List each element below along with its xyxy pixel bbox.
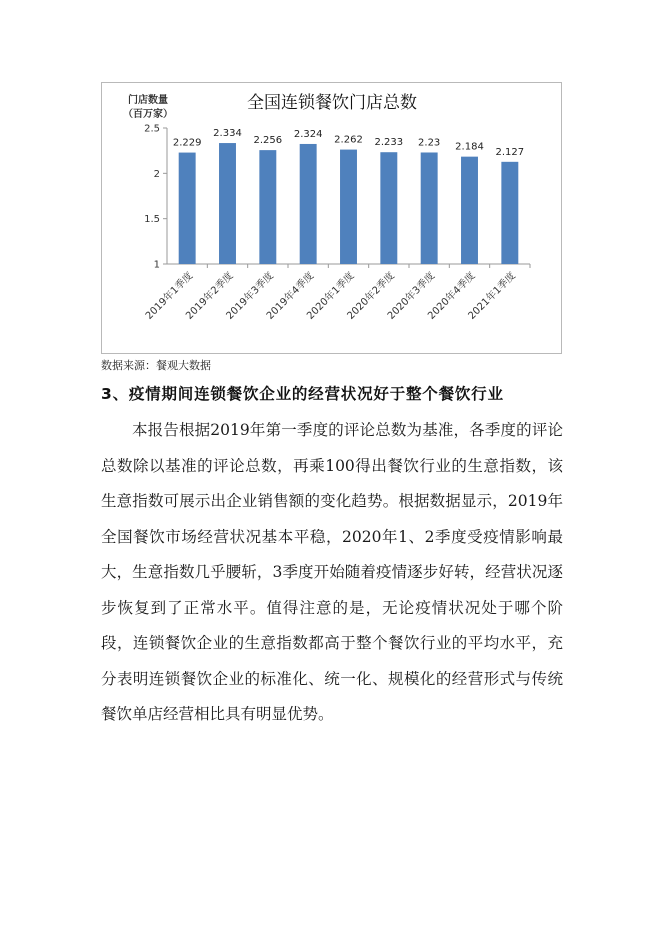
bar-value-label: 2.334 <box>213 128 242 140</box>
bar-value-label: 2.229 <box>172 137 202 149</box>
chart-title: 全国连锁餐饮门店总数 <box>247 93 417 113</box>
paragraph-text: 本报告根据2019年第一季度的评论总数为基准，各季度的评论总数除以基准的评论总数，再乘100得出餐饮行业的生意指数，该生意指数可展示出企业销售额的变化趋势。根据数据显示，2019年全国餐饮市场经营状况基本平稳，2020年1、2季度受疫情影响最大，生意指数几乎腰斩，3季度开始随着疫情逐步好转，经营状况逐步恢复到了正常水平。值得注意的是，无论疫情状况处于哪个阶段，连锁餐饮企业的生意指数都高于整个餐饮行业的平均水平，充分表明连锁餐饮企业的标准化、统一化、规模化的经营形式与传统餐饮单店经营相比具有明显优势。 <box>101 421 563 723</box>
y-tick-label: 1 <box>153 259 160 271</box>
x-category-label: 2021年1季度 <box>466 270 518 322</box>
x-category-label: 2019年1季度 <box>143 270 196 322</box>
body-paragraph <box>101 413 563 733</box>
x-category-label: 2020年4季度 <box>426 270 478 322</box>
bar-value-label: 2.127 <box>495 146 525 158</box>
chart-container <box>101 82 562 354</box>
y-tick-label: 2.5 <box>144 123 160 135</box>
x-category-label: 2019年4季度 <box>264 270 317 322</box>
bar <box>300 144 317 264</box>
bar <box>421 152 438 264</box>
x-category-label: 2019年2季度 <box>184 270 236 322</box>
bar-chart <box>102 83 561 353</box>
bar-value-label: 2.324 <box>293 128 323 140</box>
bar-value-label: 2.262 <box>334 134 363 146</box>
section-heading: 3、疫情期间连锁餐饮企业的经营状况好于整个餐饮行业 <box>101 385 504 403</box>
y-axis-label-line2: （百万家） <box>123 109 173 120</box>
bar <box>340 150 357 264</box>
bar <box>380 152 397 264</box>
y-tick-label: 1.5 <box>144 214 160 226</box>
bar <box>219 143 236 264</box>
bar-value-label: 2.256 <box>253 135 283 147</box>
y-tick-label: 2 <box>153 168 160 180</box>
x-category-label: 2020年3季度 <box>385 270 438 322</box>
bar <box>179 153 196 264</box>
y-axis-label-line1: 门店数量 <box>128 95 168 106</box>
bar-value-label: 2.184 <box>455 141 484 153</box>
bar-value-label: 2.23 <box>418 137 441 149</box>
bar <box>501 162 518 264</box>
bar <box>259 150 276 264</box>
x-category-label: 2020年1季度 <box>305 270 357 322</box>
data-source-note: 数据来源：餐观大数据 <box>101 359 211 372</box>
bar <box>461 157 478 264</box>
x-category-label: 2019年3季度 <box>224 270 276 322</box>
bar-value-label: 2.233 <box>374 137 404 149</box>
x-category-label: 2020年2季度 <box>345 270 397 322</box>
